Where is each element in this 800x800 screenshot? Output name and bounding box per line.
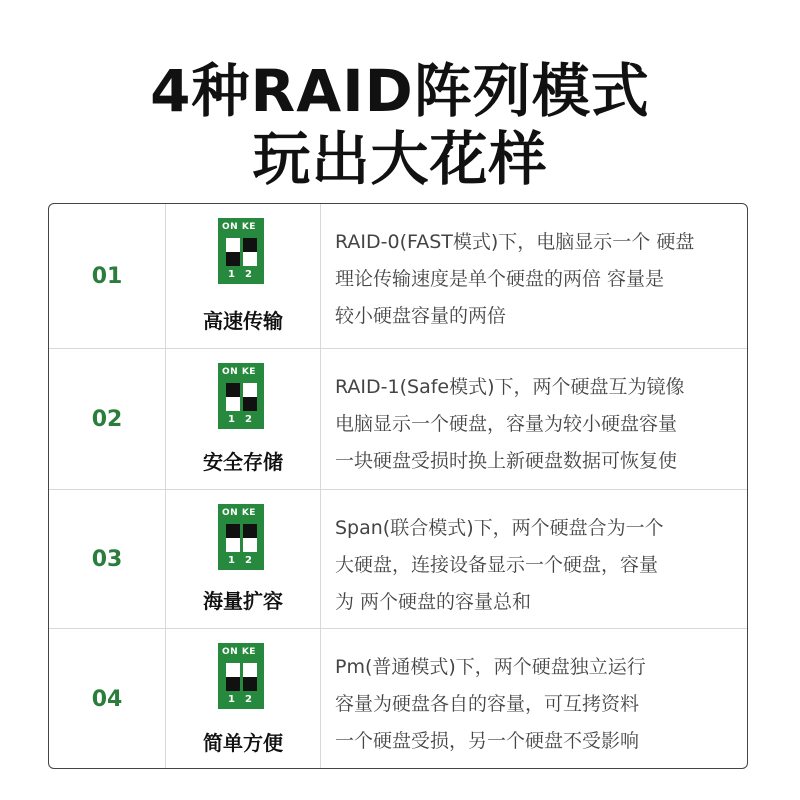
dip-switch-icon [218, 643, 264, 709]
description-line: Pm(普通模式)下，两个硬盘独立运行 [335, 656, 646, 678]
mode-label: 高速传输 [203, 309, 283, 333]
table-row-normal [49, 629, 747, 769]
mode-label: 简单方便 [203, 731, 283, 755]
dip-switch-icon [218, 504, 264, 570]
dip-switch-icon [218, 363, 264, 429]
description-line: 为 两个硬盘的容量总和 [335, 591, 532, 613]
description-line: 容量为硬盘各自的容量，可互拷资料 [335, 693, 640, 715]
mode-label: 海量扩容 [203, 589, 283, 613]
row-number: 02 [91, 406, 123, 432]
table-row-span [49, 490, 747, 629]
page-title-line-1: 4种RAID阵列模式 [150, 57, 650, 125]
switch-2-knob [243, 238, 257, 252]
switch-2-knob [243, 524, 257, 538]
raid-mode-table [48, 203, 748, 769]
switch-1-number: 1 [228, 269, 235, 280]
description-line: RAID-1(Safe模式)下，两个硬盘互为镜像 [335, 376, 685, 398]
switch-2-number: 2 [245, 269, 252, 280]
table-row-raid1 [49, 349, 747, 490]
page-title-line-2: 玩出大花样 [252, 125, 548, 193]
switch-2-knob [243, 677, 257, 691]
dip-on-label: ON KE [222, 222, 256, 232]
description-line: 理论传输速度是单个硬盘的两倍 容量是 [335, 268, 665, 290]
description-line: Span(联合模式)下，两个硬盘合为一个 [335, 517, 664, 539]
switch-1-knob [226, 524, 240, 538]
switch-1-knob [226, 677, 240, 691]
dip-on-label: ON KE [222, 367, 256, 377]
description-line: RAID-0(FAST模式)下，电脑显示一个 硬盘 [335, 231, 695, 253]
table-row-raid0 [49, 204, 747, 349]
switch-2-number: 2 [245, 555, 252, 566]
mode-description [321, 204, 747, 348]
dip-on-label: ON KE [222, 508, 256, 518]
row-number: 04 [91, 687, 123, 712]
switch-2-number: 2 [245, 694, 252, 705]
row-number: 01 [91, 263, 123, 289]
switch-2-knob [243, 397, 257, 411]
switch-1-number: 1 [228, 694, 235, 705]
mode-description [321, 349, 747, 489]
description-line: 一块硬盘受损时换上新硬盘数据可恢复使 [335, 450, 678, 472]
description-line: 大硬盘，连接设备显示一个硬盘，容量 [335, 554, 659, 576]
mode-label: 安全存储 [203, 450, 283, 474]
description-line: 较小硬盘容量的两倍 [335, 305, 507, 327]
row-number: 03 [91, 546, 123, 572]
switch-1-number: 1 [228, 555, 235, 566]
dip-switch-icon [218, 218, 264, 284]
switch-1-knob [226, 383, 240, 397]
mode-description [321, 629, 747, 769]
description-line: 一个硬盘受损，另一个硬盘不受影响 [335, 730, 640, 752]
switch-2-number: 2 [245, 414, 252, 425]
switch-1-knob [226, 252, 240, 266]
switch-1-number: 1 [228, 414, 235, 425]
dip-on-label: ON KE [222, 647, 256, 657]
mode-description [321, 490, 747, 628]
description-line: 电脑显示一个硬盘，容量为较小硬盘容量 [335, 413, 678, 435]
